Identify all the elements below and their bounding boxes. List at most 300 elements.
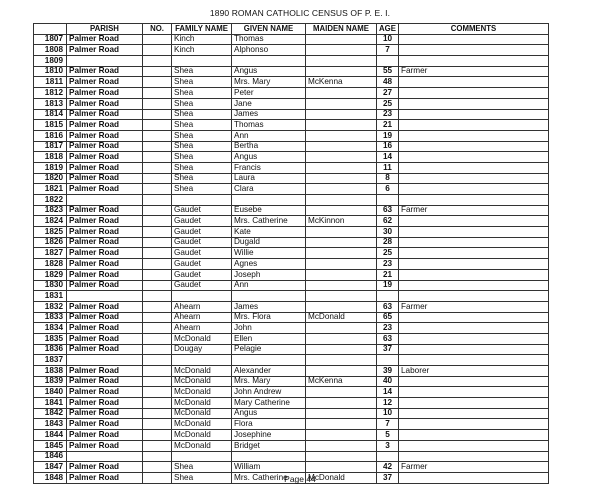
age-cell: 37: [377, 344, 399, 355]
no-cell: [143, 269, 172, 280]
age-cell: 16: [377, 141, 399, 152]
no-cell: [143, 462, 172, 473]
table-row: [34, 56, 549, 67]
table-row: [34, 195, 549, 206]
comments-cell: [399, 419, 549, 430]
comments-cell: [399, 77, 549, 88]
given-name-cell: James: [232, 301, 306, 312]
parish-cell: Palmer Road: [67, 323, 143, 334]
maiden-name-cell: [306, 280, 377, 291]
given-name-cell: Alphonso: [232, 45, 306, 56]
table-row: [34, 205, 549, 216]
given-name-cell: Mrs. Mary: [232, 77, 306, 88]
family-name-cell: [172, 195, 232, 206]
family-name-cell: Kinch: [172, 34, 232, 45]
given-name-cell: Bertha: [232, 141, 306, 152]
given-name-cell: Angus: [232, 152, 306, 163]
parish-cell: Palmer Road: [67, 227, 143, 238]
comments-cell: Farmer: [399, 301, 549, 312]
table-row: [34, 98, 549, 109]
given-name-cell: Francis: [232, 162, 306, 173]
comments-cell: [399, 45, 549, 56]
no-cell: [143, 248, 172, 259]
parish-cell: Palmer Road: [67, 130, 143, 141]
maiden-name-cell: [306, 462, 377, 473]
parish-cell: Palmer Road: [67, 430, 143, 441]
row-number: 1809: [34, 56, 67, 67]
age-cell: 7: [377, 419, 399, 430]
header-given-name: GIVEN NAME: [232, 24, 306, 35]
table-row: [34, 430, 549, 441]
no-cell: [143, 130, 172, 141]
table-row: [34, 280, 549, 291]
comments-cell: [399, 451, 549, 462]
table-row: [34, 66, 549, 77]
header-comments: COMMENTS: [399, 24, 549, 35]
age-cell: 3: [377, 440, 399, 451]
given-name-cell: Clara: [232, 184, 306, 195]
family-name-cell: Shea: [172, 462, 232, 473]
given-name-cell: William: [232, 462, 306, 473]
given-name-cell: Ann: [232, 130, 306, 141]
maiden-name-cell: McDonald: [306, 472, 377, 483]
comments-cell: [399, 355, 549, 366]
given-name-cell: Alexander: [232, 366, 306, 377]
row-number: 1830: [34, 280, 67, 291]
age-cell: 19: [377, 280, 399, 291]
census-table-body: [34, 34, 549, 483]
age-cell: [377, 355, 399, 366]
age-cell: 30: [377, 227, 399, 238]
comments-cell: [399, 130, 549, 141]
parish-cell: Palmer Road: [67, 141, 143, 152]
maiden-name-cell: [306, 184, 377, 195]
parish-cell: Palmer Road: [67, 173, 143, 184]
maiden-name-cell: [306, 120, 377, 131]
family-name-cell: Ahearn: [172, 301, 232, 312]
given-name-cell: [232, 355, 306, 366]
parish-cell: Palmer Road: [67, 162, 143, 173]
row-number: 1816: [34, 130, 67, 141]
no-cell: [143, 259, 172, 270]
row-number: 1811: [34, 77, 67, 88]
family-name-cell: Shea: [172, 184, 232, 195]
family-name-cell: McDonald: [172, 408, 232, 419]
no-cell: [143, 451, 172, 462]
comments-cell: [399, 237, 549, 248]
parish-cell: Palmer Road: [67, 237, 143, 248]
no-cell: [143, 98, 172, 109]
no-cell: [143, 227, 172, 238]
family-name-cell: Gaudet: [172, 269, 232, 280]
age-cell: [377, 451, 399, 462]
comments-cell: [399, 109, 549, 120]
parish-cell: Palmer Road: [67, 398, 143, 409]
row-number: 1818: [34, 152, 67, 163]
parish-cell: Palmer Road: [67, 387, 143, 398]
comments-cell: Farmer: [399, 462, 549, 473]
family-name-cell: Ahearn: [172, 312, 232, 323]
page-title: 1890 ROMAN CATHOLIC CENSUS OF P. E. I.: [209, 8, 391, 18]
family-name-cell: Shea: [172, 98, 232, 109]
table-row: [34, 355, 549, 366]
maiden-name-cell: [306, 387, 377, 398]
row-number: 1814: [34, 109, 67, 120]
table-row: [34, 269, 549, 280]
comments-cell: [399, 312, 549, 323]
table-row: [34, 227, 549, 238]
row-number: 1834: [34, 323, 67, 334]
comments-cell: [399, 98, 549, 109]
no-cell: [143, 34, 172, 45]
maiden-name-cell: [306, 98, 377, 109]
comments-cell: [399, 280, 549, 291]
comments-cell: [399, 408, 549, 419]
age-cell: 7: [377, 45, 399, 56]
age-cell: 23: [377, 323, 399, 334]
row-number: 1841: [34, 398, 67, 409]
age-cell: 55: [377, 66, 399, 77]
family-name-cell: Kinch: [172, 45, 232, 56]
given-name-cell: Angus: [232, 66, 306, 77]
age-cell: 8: [377, 173, 399, 184]
given-name-cell: Mrs. Catherine: [232, 216, 306, 227]
parish-cell: [67, 291, 143, 302]
age-cell: 21: [377, 120, 399, 131]
comments-cell: [399, 430, 549, 441]
parish-cell: Palmer Road: [67, 205, 143, 216]
family-name-cell: Dougay: [172, 344, 232, 355]
header-family-name: FAMILY NAME: [172, 24, 232, 35]
parish-cell: Palmer Road: [67, 98, 143, 109]
no-cell: [143, 173, 172, 184]
maiden-name-cell: [306, 173, 377, 184]
no-cell: [143, 237, 172, 248]
parish-cell: Palmer Road: [67, 259, 143, 270]
row-number: 1827: [34, 248, 67, 259]
table-row: [34, 130, 549, 141]
row-number: 1843: [34, 419, 67, 430]
family-name-cell: Gaudet: [172, 248, 232, 259]
header-parish: PARISH: [67, 24, 143, 35]
parish-cell: Palmer Road: [67, 269, 143, 280]
maiden-name-cell: [306, 248, 377, 259]
family-name-cell: Shea: [172, 472, 232, 483]
family-name-cell: McDonald: [172, 366, 232, 377]
comments-cell: [399, 173, 549, 184]
given-name-cell: [232, 291, 306, 302]
table-row: [34, 141, 549, 152]
comments-cell: [399, 269, 549, 280]
row-number: 1838: [34, 366, 67, 377]
no-cell: [143, 355, 172, 366]
age-cell: 21: [377, 269, 399, 280]
family-name-cell: Gaudet: [172, 280, 232, 291]
row-number: 1823: [34, 205, 67, 216]
family-name-cell: [172, 291, 232, 302]
maiden-name-cell: [306, 162, 377, 173]
family-name-cell: [172, 355, 232, 366]
header-maiden-name: MAIDEN NAME: [306, 24, 377, 35]
no-cell: [143, 195, 172, 206]
comments-cell: [399, 259, 549, 270]
row-number: 1847: [34, 462, 67, 473]
parish-cell: [67, 195, 143, 206]
age-cell: 63: [377, 205, 399, 216]
family-name-cell: McDonald: [172, 398, 232, 409]
no-cell: [143, 162, 172, 173]
given-name-cell: John Andrew: [232, 387, 306, 398]
comments-cell: [399, 376, 549, 387]
given-name-cell: Pelagie: [232, 344, 306, 355]
given-name-cell: Bridget: [232, 440, 306, 451]
comments-cell: [399, 141, 549, 152]
row-number: 1821: [34, 184, 67, 195]
maiden-name-cell: [306, 323, 377, 334]
maiden-name-cell: [306, 291, 377, 302]
table-row: [34, 333, 549, 344]
row-number: 1835: [34, 333, 67, 344]
table-row: [34, 451, 549, 462]
header-row-number: [34, 24, 67, 35]
row-number: 1829: [34, 269, 67, 280]
maiden-name-cell: [306, 366, 377, 377]
parish-cell: Palmer Road: [67, 472, 143, 483]
table-row: [34, 173, 549, 184]
given-name-cell: Angus: [232, 408, 306, 419]
comments-cell: [399, 88, 549, 99]
table-row: [34, 462, 549, 473]
age-cell: 63: [377, 301, 399, 312]
family-name-cell: Gaudet: [172, 216, 232, 227]
row-number: 1839: [34, 376, 67, 387]
table-row: [34, 109, 549, 120]
maiden-name-cell: [306, 344, 377, 355]
comments-cell: Farmer: [399, 66, 549, 77]
no-cell: [143, 323, 172, 334]
age-cell: 19: [377, 130, 399, 141]
maiden-name-cell: McKenna: [306, 376, 377, 387]
maiden-name-cell: [306, 419, 377, 430]
parish-cell: Palmer Road: [67, 77, 143, 88]
table-row: [34, 237, 549, 248]
header-row: [34, 24, 549, 35]
age-cell: 12: [377, 398, 399, 409]
no-cell: [143, 56, 172, 67]
table-row: [34, 408, 549, 419]
family-name-cell: Shea: [172, 66, 232, 77]
age-cell: 23: [377, 259, 399, 270]
row-number: 1842: [34, 408, 67, 419]
no-cell: [143, 301, 172, 312]
parish-cell: Palmer Road: [67, 462, 143, 473]
row-number: 1836: [34, 344, 67, 355]
age-cell: [377, 195, 399, 206]
maiden-name-cell: [306, 205, 377, 216]
maiden-name-cell: [306, 109, 377, 120]
table-row: [34, 301, 549, 312]
age-cell: 48: [377, 77, 399, 88]
given-name-cell: Agnes: [232, 259, 306, 270]
given-name-cell: Kate: [232, 227, 306, 238]
maiden-name-cell: [306, 398, 377, 409]
header-age: AGE: [377, 24, 399, 35]
comments-cell: [399, 291, 549, 302]
maiden-name-cell: [306, 259, 377, 270]
parish-cell: Palmer Road: [67, 216, 143, 227]
table-row: [34, 440, 549, 451]
table-row: [34, 291, 549, 302]
row-number: 1824: [34, 216, 67, 227]
comments-cell: [399, 333, 549, 344]
table-row: [34, 376, 549, 387]
maiden-name-cell: [306, 430, 377, 441]
table-row: [34, 120, 549, 131]
family-name-cell: McDonald: [172, 440, 232, 451]
table-row: [34, 162, 549, 173]
comments-cell: [399, 398, 549, 409]
row-number: 1808: [34, 45, 67, 56]
parish-cell: Palmer Road: [67, 109, 143, 120]
parish-cell: Palmer Road: [67, 66, 143, 77]
age-cell: [377, 291, 399, 302]
maiden-name-cell: [306, 66, 377, 77]
given-name-cell: Ann: [232, 280, 306, 291]
given-name-cell: Dugald: [232, 237, 306, 248]
table-row: [34, 184, 549, 195]
parish-cell: Palmer Road: [67, 34, 143, 45]
age-cell: 5: [377, 430, 399, 441]
given-name-cell: Peter: [232, 88, 306, 99]
comments-cell: [399, 387, 549, 398]
table-row: [34, 366, 549, 377]
no-cell: [143, 77, 172, 88]
row-number: 1820: [34, 173, 67, 184]
maiden-name-cell: [306, 34, 377, 45]
maiden-name-cell: [306, 301, 377, 312]
no-cell: [143, 88, 172, 99]
table-row: [34, 344, 549, 355]
row-number: 1828: [34, 259, 67, 270]
table-row: [34, 259, 549, 270]
age-cell: 23: [377, 109, 399, 120]
given-name-cell: Joseph: [232, 269, 306, 280]
maiden-name-cell: McDonald: [306, 312, 377, 323]
no-cell: [143, 45, 172, 56]
given-name-cell: Ellen: [232, 333, 306, 344]
maiden-name-cell: [306, 130, 377, 141]
parish-cell: Palmer Road: [67, 366, 143, 377]
age-cell: 6: [377, 184, 399, 195]
maiden-name-cell: [306, 45, 377, 56]
parish-cell: Palmer Road: [67, 120, 143, 131]
table-row: [34, 34, 549, 45]
no-cell: [143, 333, 172, 344]
maiden-name-cell: [306, 440, 377, 451]
parish-cell: Palmer Road: [67, 440, 143, 451]
parish-cell: [67, 355, 143, 366]
no-cell: [143, 312, 172, 323]
given-name-cell: Mrs. Mary: [232, 376, 306, 387]
parish-cell: Palmer Road: [67, 280, 143, 291]
family-name-cell: McDonald: [172, 376, 232, 387]
table-row: [34, 77, 549, 88]
age-cell: 39: [377, 366, 399, 377]
census-table: [33, 23, 549, 484]
parish-cell: Palmer Road: [67, 344, 143, 355]
family-name-cell: [172, 451, 232, 462]
family-name-cell: [172, 56, 232, 67]
given-name-cell: Mary Catherine: [232, 398, 306, 409]
parish-cell: Palmer Road: [67, 184, 143, 195]
no-cell: [143, 152, 172, 163]
comments-cell: [399, 34, 549, 45]
parish-cell: Palmer Road: [67, 45, 143, 56]
maiden-name-cell: [306, 408, 377, 419]
maiden-name-cell: [306, 56, 377, 67]
family-name-cell: Shea: [172, 109, 232, 120]
age-cell: 40: [377, 376, 399, 387]
row-number: 1844: [34, 430, 67, 441]
row-number: 1826: [34, 237, 67, 248]
comments-cell: [399, 216, 549, 227]
comments-cell: [399, 227, 549, 238]
age-cell: 62: [377, 216, 399, 227]
given-name-cell: [232, 451, 306, 462]
family-name-cell: Shea: [172, 130, 232, 141]
parish-cell: [67, 451, 143, 462]
no-cell: [143, 419, 172, 430]
no-cell: [143, 109, 172, 120]
table-row: [34, 45, 549, 56]
age-cell: 63: [377, 333, 399, 344]
given-name-cell: Thomas: [232, 34, 306, 45]
no-cell: [143, 291, 172, 302]
given-name-cell: Jane: [232, 98, 306, 109]
given-name-cell: [232, 56, 306, 67]
comments-cell: [399, 152, 549, 163]
comments-cell: [399, 162, 549, 173]
no-cell: [143, 216, 172, 227]
given-name-cell: James: [232, 109, 306, 120]
family-name-cell: Shea: [172, 162, 232, 173]
age-cell: 25: [377, 248, 399, 259]
row-number: 1817: [34, 141, 67, 152]
comments-cell: [399, 56, 549, 67]
no-cell: [143, 376, 172, 387]
given-name-cell: Mrs. Flora: [232, 312, 306, 323]
comments-cell: [399, 120, 549, 131]
row-number: 1825: [34, 227, 67, 238]
maiden-name-cell: [306, 195, 377, 206]
row-number: 1846: [34, 451, 67, 462]
row-number: 1812: [34, 88, 67, 99]
comments-cell: [399, 195, 549, 206]
parish-cell: Palmer Road: [67, 333, 143, 344]
family-name-cell: Gaudet: [172, 237, 232, 248]
row-number: 1840: [34, 387, 67, 398]
age-cell: 27: [377, 88, 399, 99]
table-row: [34, 312, 549, 323]
comments-cell: Laborer: [399, 366, 549, 377]
table-row: [34, 323, 549, 334]
comments-cell: [399, 184, 549, 195]
age-cell: 65: [377, 312, 399, 323]
family-name-cell: McDonald: [172, 430, 232, 441]
row-number: 1807: [34, 34, 67, 45]
maiden-name-cell: [306, 227, 377, 238]
maiden-name-cell: McKenna: [306, 77, 377, 88]
